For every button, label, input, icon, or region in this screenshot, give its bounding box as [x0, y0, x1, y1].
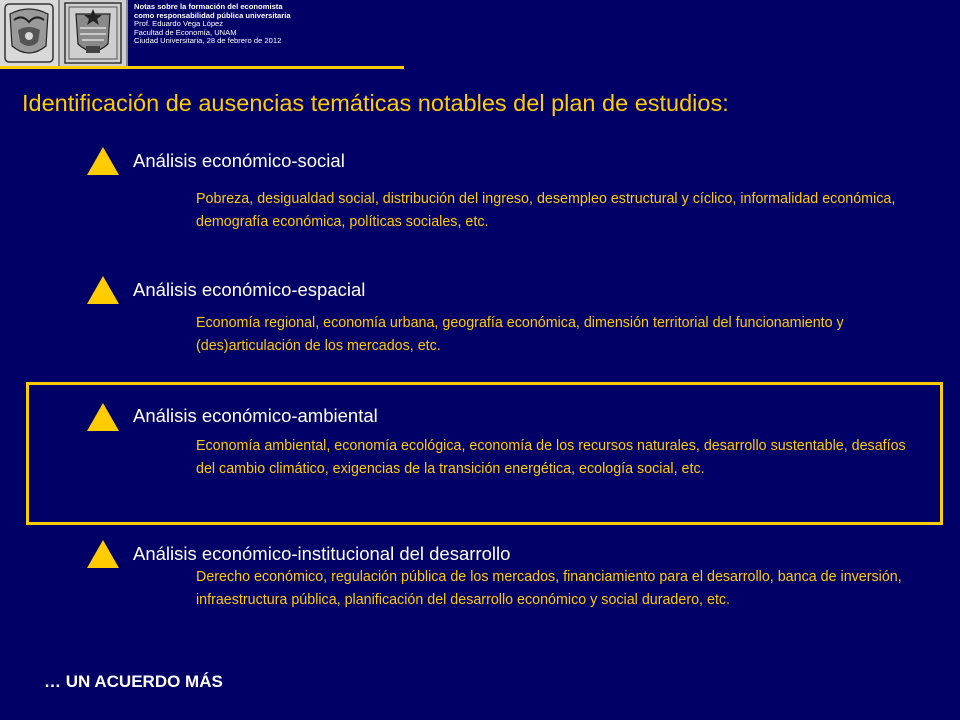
triangle-bullet-icon	[87, 276, 119, 304]
header-line-1: Notas sobre la formación del economista	[134, 2, 283, 11]
topic-description-institucional: Derecho económico, regulación pública de los mercados, financiamiento para el desarrollo, banca de inversión, infraestructura pública, planificación del desarrollo económico y social duradero, etc.	[196, 569, 902, 608]
topic-heading-social: Análisis económico-social	[133, 150, 345, 171]
triangle-bullet-icon	[87, 147, 119, 175]
topic-heading-ambiental: Análisis económico-ambiental	[133, 405, 378, 426]
topic-description-ambiental: Economía ambiental, economía ecológica, economía de los recursos naturales, desarrollo sustentable, desafíos del cambio climático, exigencias de la transición energética, ecología social, etc.	[196, 438, 906, 477]
unam-logo	[0, 0, 60, 66]
header-line-3: Prof. Eduardo Vega López	[134, 19, 224, 29]
header-line-4: Facultad de Economía, UNAM	[134, 27, 237, 37]
triangle-bullet-icon	[87, 403, 119, 431]
facultad-economia-logo	[60, 0, 128, 66]
topic-description-espacial: Economía regional, economía urbana, geografía económica, dimensión territorial del funcionamiento y (des)articulación de los mercados, etc.	[196, 315, 844, 354]
topic-description-social: Pobreza, desigualdad social, distribución del ingreso, desempleo estructural y cíclico, informalidad económica, demografía económica, políticas sociales, etc.	[196, 191, 896, 230]
header-info	[134, 3, 291, 46]
topic-heading-institucional: Análisis económico-institucional del desarrollo	[133, 543, 511, 564]
closing-statement: … UN ACUERDO MÁS	[44, 672, 223, 691]
header-line-2: como responsabilidad pública universitaria	[134, 10, 291, 20]
header-divider	[0, 66, 404, 69]
slide-title: Identificación de ausencias temáticas notables del plan de estudios:	[22, 90, 729, 116]
header-line-5: Ciudad Universitaria, 28 de febrero de 2012	[134, 36, 282, 46]
triangle-bullet-icon	[87, 540, 119, 568]
topic-heading-espacial: Análisis económico-espacial	[133, 279, 366, 300]
